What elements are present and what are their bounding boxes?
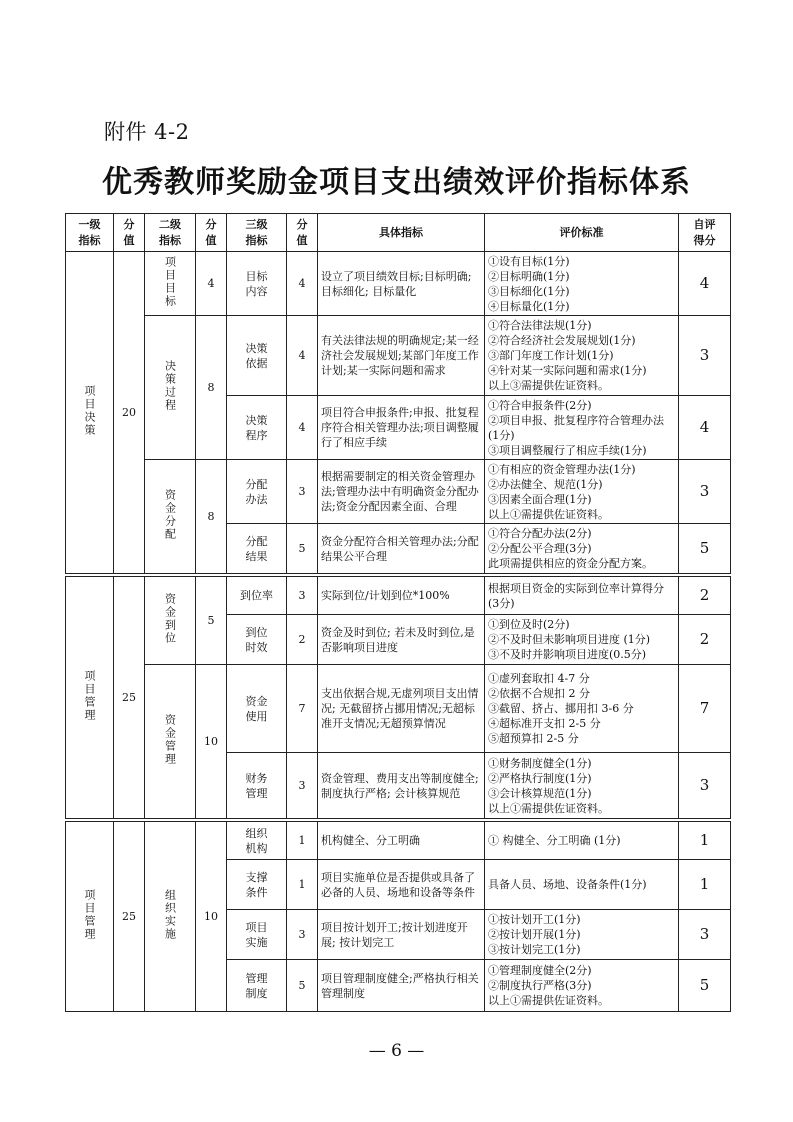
header-l3-score: 分 值 bbox=[287, 214, 318, 252]
self-score: 7 bbox=[679, 665, 731, 753]
self-score: 1 bbox=[679, 860, 731, 910]
specific-indicator: 项目按计划开工;按计划进度开展; 按计划完工 bbox=[318, 910, 485, 960]
l2-cell bbox=[145, 665, 196, 819]
l2-score: 10 bbox=[196, 665, 227, 819]
evaluation-standard: ①设有目标(1分) ②目标明确(1分) ③目标细化(1分) ④目标量化(1分) bbox=[485, 252, 679, 316]
l3-name: 资金 使用 bbox=[227, 665, 287, 753]
l2-cell bbox=[145, 316, 196, 460]
specific-indicator: 项目管理制度健全;严格执行相关管理制度 bbox=[318, 960, 485, 1012]
l3-score: 7 bbox=[287, 665, 318, 753]
evaluation-standard: ①到位及时(2分) ②不及时但未影响项目进度 (1分) ③不及时并影响项目进度(0.5分) bbox=[485, 615, 679, 665]
self-score: 3 bbox=[679, 910, 731, 960]
header-self-score: 自评 得分 bbox=[679, 214, 731, 252]
l2-cell bbox=[145, 252, 196, 316]
evaluation-standard: 根据项目资金的实际到位率计算得分(3分) bbox=[485, 577, 679, 615]
l3-score: 1 bbox=[287, 860, 318, 910]
l2-cell bbox=[145, 460, 196, 574]
header-l1-score: 分 值 bbox=[114, 214, 145, 252]
specific-indicator: 有关法律法规的明确规定;某一经济社会发展规划;某部门年度工作计划;某一实际问题和需求 bbox=[318, 316, 485, 396]
indicator-table bbox=[65, 213, 731, 1012]
l3-score: 2 bbox=[287, 615, 318, 665]
l1-name: 项目管理 bbox=[83, 888, 96, 941]
evaluation-standard: ①虚列套取扣 4-7 分 ②依据不合规扣 2 分 ③截留、挤占、挪用扣 3-6 分 ④超标准开支扣 2-5 分 ⑤超预算扣 2-5 分 bbox=[485, 665, 679, 753]
specific-indicator: 根据需要制定的相关资金管理办法;管理办法中有明确资金分配办法;资金分配因素全面、合理 bbox=[318, 460, 485, 524]
l1-score: 20 bbox=[114, 252, 145, 574]
evaluation-standard: ①管理制度健全(2分) ②制度执行严格(3分) 以上①需提供佐证资料。 bbox=[485, 960, 679, 1012]
l2-name: 资金到位 bbox=[163, 592, 177, 645]
l3-name: 分配 办法 bbox=[227, 460, 287, 524]
specific-indicator: 实际到位/计划到位*100% bbox=[318, 577, 485, 615]
page-number: — 6 — bbox=[368, 1041, 425, 1061]
self-score: 3 bbox=[679, 753, 731, 819]
l1-score: 25 bbox=[114, 577, 145, 819]
l1-name: 项目管理 bbox=[83, 669, 96, 722]
self-score: 2 bbox=[679, 615, 731, 665]
header-specific: 具体指标 bbox=[318, 214, 485, 252]
table-row bbox=[66, 665, 731, 753]
l2-score: 5 bbox=[196, 577, 227, 665]
evaluation-standard: ①符合分配办法(2分) ②分配公平合理(3分) 此项需提供相应的资金分配方案。 bbox=[485, 524, 679, 574]
l3-name: 财务 管理 bbox=[227, 753, 287, 819]
table-row bbox=[66, 577, 731, 615]
l3-name: 分配 结果 bbox=[227, 524, 287, 574]
l3-score: 3 bbox=[287, 460, 318, 524]
l3-name: 支撑 条件 bbox=[227, 860, 287, 910]
self-score: 5 bbox=[679, 524, 731, 574]
l1-cell bbox=[66, 822, 114, 1012]
l3-score: 3 bbox=[287, 577, 318, 615]
self-score: 1 bbox=[679, 822, 731, 860]
self-score: 5 bbox=[679, 960, 731, 1012]
specific-indicator: 支出依据合规,无虚列项目支出情况; 无截留挤占挪用情况;无超标准开支情况;无超预算情况 bbox=[318, 665, 485, 753]
l3-score: 5 bbox=[287, 524, 318, 574]
l1-name: 项目决策 bbox=[83, 384, 96, 437]
l2-score: 8 bbox=[196, 316, 227, 460]
self-score: 4 bbox=[679, 252, 731, 316]
specific-indicator: 项目符合申报条件;申报、批复程序符合相关管理办法;项目调整履行了相应手续 bbox=[318, 396, 485, 460]
l3-score: 4 bbox=[287, 396, 318, 460]
evaluation-standard: ①符合申报条件(2分) ②项目申报、批复程序符合管理办法(1分) ③项目调整履行了相应手续(1分) bbox=[485, 396, 679, 460]
evaluation-standard: 具备人员、场地、设备条件(1分) bbox=[485, 860, 679, 910]
l2-name: 项目目标 bbox=[163, 255, 177, 308]
l2-score: 8 bbox=[196, 460, 227, 574]
self-score: 2 bbox=[679, 577, 731, 615]
l3-name: 到位率 bbox=[227, 577, 287, 615]
l2-score: 4 bbox=[196, 252, 227, 316]
l1-score: 25 bbox=[114, 822, 145, 1012]
l3-score: 3 bbox=[287, 753, 318, 819]
self-score: 3 bbox=[679, 460, 731, 524]
l3-name: 组织 机构 bbox=[227, 822, 287, 860]
header-l1: 一级 指标 bbox=[66, 214, 114, 252]
evaluation-standard: ① 构健全、分工明确 (1分) bbox=[485, 822, 679, 860]
l2-cell bbox=[145, 822, 196, 1012]
specific-indicator: 资金及时到位; 若未及时到位,是否影响项目进度 bbox=[318, 615, 485, 665]
specific-indicator: 资金管理、费用支出等制度健全; 制度执行严格; 会计核算规范 bbox=[318, 753, 485, 819]
self-score: 4 bbox=[679, 396, 731, 460]
l3-score: 5 bbox=[287, 960, 318, 1012]
l3-name: 决策 程序 bbox=[227, 396, 287, 460]
l3-name: 决策 依据 bbox=[227, 316, 287, 396]
page-title: 优秀教师奖励金项目支出绩效评价指标体系 bbox=[102, 165, 691, 200]
l3-score: 4 bbox=[287, 316, 318, 396]
l3-score: 4 bbox=[287, 252, 318, 316]
l3-name: 到位 时效 bbox=[227, 615, 287, 665]
specific-indicator: 项目实施单位是否提供或具备了必备的人员、场地和设备等条件 bbox=[318, 860, 485, 910]
evaluation-standard: ①按计划开工(1分) ②按计划开展(1分) ③按计划完工(1分) bbox=[485, 910, 679, 960]
l3-name: 项目 实施 bbox=[227, 910, 287, 960]
l3-name: 目标 内容 bbox=[227, 252, 287, 316]
l2-score: 10 bbox=[196, 822, 227, 1012]
header-row bbox=[66, 214, 731, 252]
l2-name: 资金分配 bbox=[163, 488, 177, 541]
evaluation-standard: ①符合法律法规(1分) ②符合经济社会发展规划(1分) ③部门年度工作计划(1分) ④针对某一实际问题和需求(1分) 以上③需提供佐证资料。 bbox=[485, 316, 679, 396]
l3-name: 管理 制度 bbox=[227, 960, 287, 1012]
header-l3: 三级 指标 bbox=[227, 214, 287, 252]
table-row bbox=[66, 460, 731, 524]
l1-cell bbox=[66, 252, 114, 574]
table-row bbox=[66, 316, 731, 396]
specific-indicator: 设立了项目绩效目标;目标明确; 目标细化; 目标量化 bbox=[318, 252, 485, 316]
l2-name: 组织实施 bbox=[163, 888, 177, 941]
attachment-label: 附件 4-2 bbox=[104, 120, 190, 144]
specific-indicator: 资金分配符合相关管理办法;分配结果公平合理 bbox=[318, 524, 485, 574]
evaluation-standard: ①财务制度健全(1分) ②严格执行制度(1分) ③会计核算规范(1分) 以上①需提供佐证资料。 bbox=[485, 753, 679, 819]
header-l2-score: 分 值 bbox=[196, 214, 227, 252]
specific-indicator: 机构健全、分工明确 bbox=[318, 822, 485, 860]
evaluation-standard: ①有相应的资金管理办法(1分) ②办法健全、规范(1分) ③因素全面合理(1分) 以上①需提供佐证资料。 bbox=[485, 460, 679, 524]
l2-cell bbox=[145, 577, 196, 665]
header-standard: 评价标准 bbox=[485, 214, 679, 252]
l3-score: 1 bbox=[287, 822, 318, 860]
l3-score: 3 bbox=[287, 910, 318, 960]
table-row bbox=[66, 252, 731, 316]
l2-name: 决策过程 bbox=[163, 359, 177, 412]
l1-cell bbox=[66, 577, 114, 819]
self-score: 3 bbox=[679, 316, 731, 396]
header-l2: 二级 指标 bbox=[145, 214, 196, 252]
table-row bbox=[66, 822, 731, 860]
l2-name: 资金管理 bbox=[163, 713, 177, 766]
